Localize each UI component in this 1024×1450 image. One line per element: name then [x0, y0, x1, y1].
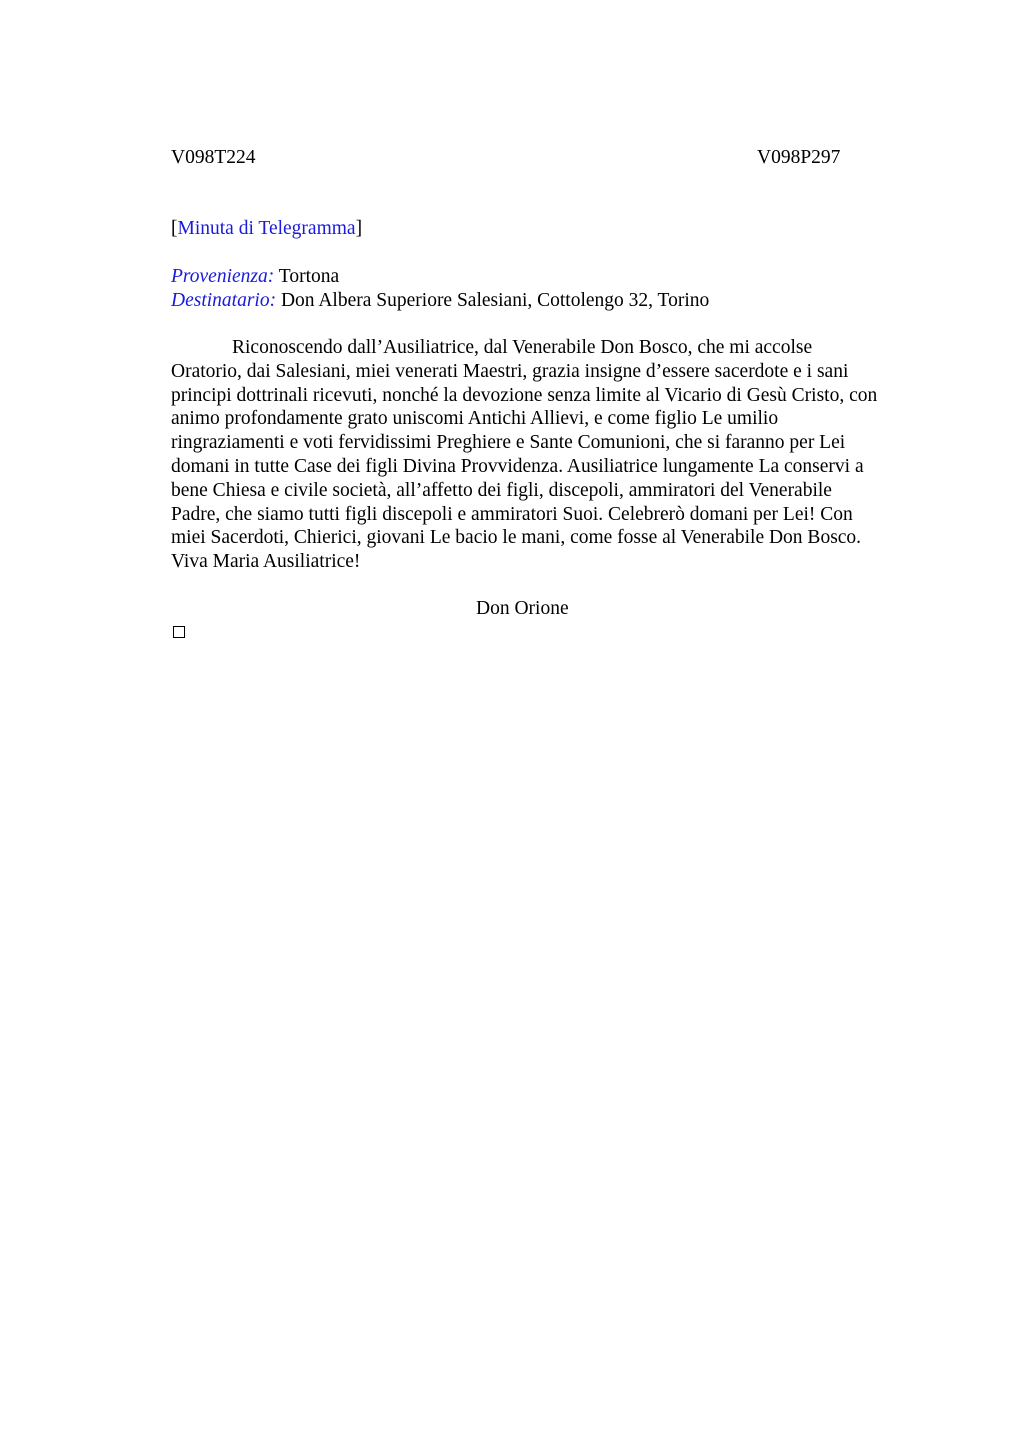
- body-line: principi dottrinali ricevuti, nonché la devozione senza limite al Vicario di Gesù Cristo, con: [171, 384, 878, 406]
- body-line: miei Sacerdoti, Chierici, giovani Le bacio le mani, come fosse al Venerabile Don Bosco.: [171, 527, 862, 549]
- provenance-value: Tortona: [278, 266, 340, 287]
- recipient-row: [171, 289, 709, 313]
- body-line: Viva Maria Ausiliatrice!: [171, 551, 361, 573]
- end-marker-square-icon: [173, 626, 185, 638]
- body-line: Riconoscendo dall’Ausiliatrice, dal Venerabile Don Bosco, che mi accolse: [232, 337, 813, 358]
- telegram-body: [171, 336, 931, 574]
- body-line: Oratorio, dai Salesiani, miei venerati Maestri, grazia insigne d’essere sacerdote e i sani: [171, 360, 849, 382]
- document-code-left: V098T224: [171, 147, 256, 168]
- document-type-title: Minuta di Telegramma: [177, 218, 356, 239]
- body-line: Padre, che siamo tutti figli discepoli e ammiratori Suoi. Celebrerò domani per Lei! Con: [171, 503, 853, 525]
- document-code-right: V098P297: [757, 147, 841, 168]
- recipient-label: Destinatario:: [171, 290, 277, 311]
- document-type-heading: [171, 217, 362, 241]
- open-bracket: [: [171, 218, 178, 239]
- body-line: animo profondamente grato uniscomi Antichi Allievi, e come figlio Le umilio: [171, 408, 779, 430]
- signature: Don Orione: [476, 598, 569, 619]
- provenance-row: [171, 265, 709, 289]
- close-bracket: ]: [355, 218, 363, 239]
- body-line: bene Chiesa e civile società, all’affetto dei figli, discepoli, ammiratori del Venerabile: [171, 479, 832, 501]
- document-metadata: [171, 265, 709, 313]
- body-line: ringraziamenti e voti fervidissimi Preghiere e Sante Comunioni, che si faranno per Lei: [171, 432, 846, 454]
- body-line: domani in tutte Case dei figli Divina Provvidenza. Ausiliatrice lungamente La conservi a: [171, 455, 864, 477]
- recipient-value: Don Albera Superiore Salesiani, Cottolengo 32, Torino: [280, 290, 710, 311]
- provenance-label: Provenienza:: [171, 266, 275, 287]
